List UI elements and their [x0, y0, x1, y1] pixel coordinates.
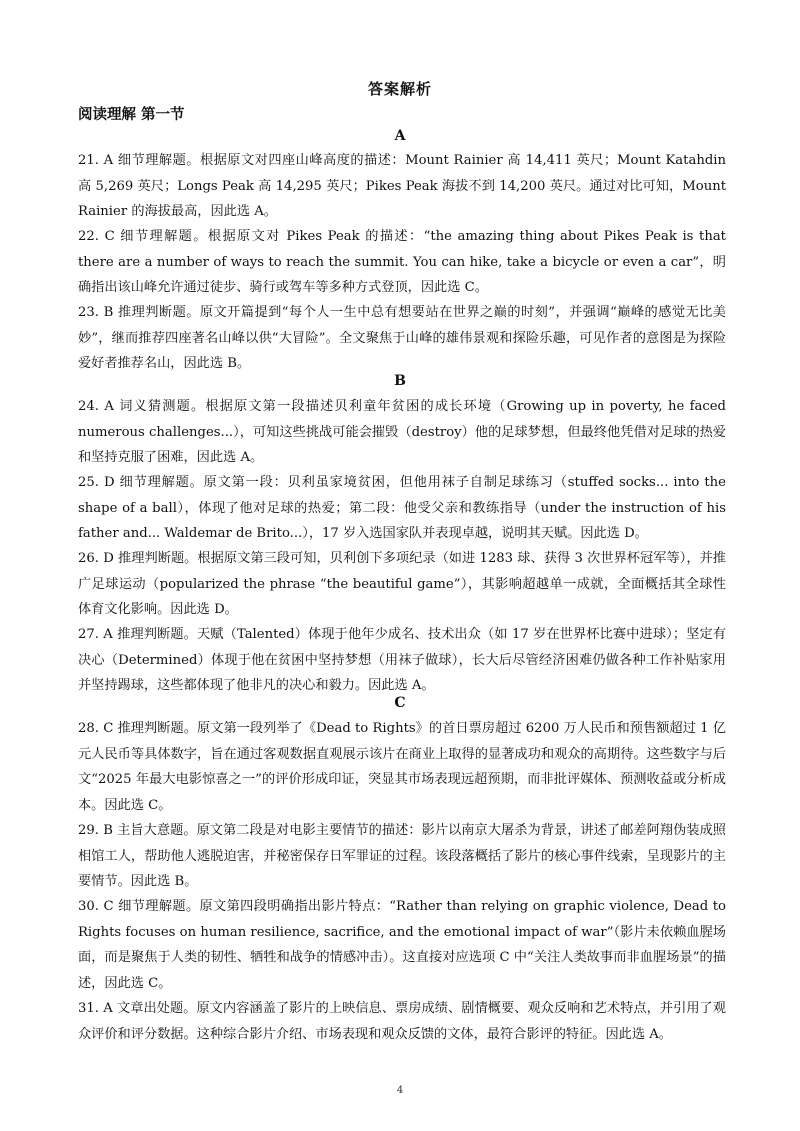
- answer-25: [78, 470, 726, 546]
- passage-heading-b: B: [394, 373, 406, 389]
- answer-29: [78, 818, 726, 894]
- answer-26: [78, 546, 726, 622]
- answer-text: 文章出处题。原文内容涵盖了影片的上映信息、票房成绩、剧情概要、观众反响和艺术特点，并引用了观众评价和评分数据。这种综合影片介绍、市场表现和观众反馈的文体，最符合影评的特征。因此选 A。: [78, 1001, 726, 1042]
- answer-text: 主旨大意题。原文第二段是对电影主要情节的描述：影片以南京大屠杀为背景，讲述了邮差阿翔伪装成照相馆工人，帮助他人逃脱迫害，并秘密保存日军罪证的过程。该段落概括了影片的核心事件线索，呈现影片的主要情节。因此选 B。: [78, 823, 726, 889]
- answer-number: 25. D: [78, 475, 115, 490]
- answer-30: [78, 894, 726, 996]
- answer-text: 推理判断题。天赋（Talented）体现于他年少成名、技术出众（如 17 岁在世界杯比赛中进球）；坚定有决心（Determined）体现于他在贫困中坚持梦想（用袜子做球），长大后尽管经济困难仍做各种工作补贴家用并坚持踢球，这些都体现了他非凡的决心和毅力。因此选 A。: [78, 627, 726, 693]
- answer-text: 细节理解题。根据原文对 Pikes Peak 的描述：“the amazing thing about Pikes Peak is that there are a number of ways to reach the summit. You can hike, take a bicycle or even a car”，明确指出该山峰允许通过徒步、骑行或驾车等多种方式登顶，因此选 C。: [78, 229, 726, 295]
- answer-21: [78, 148, 726, 224]
- answer-28: [78, 716, 726, 818]
- page-title: 答案解析: [367, 80, 432, 98]
- answer-number: 24. A: [78, 399, 114, 414]
- answer-number: 30. C: [78, 899, 114, 914]
- answer-text: 推理判断题。原文开篇提到“每个人一生中总有想要站在世界之巅的时刻”，并强调“巅峰的感觉无比美妙”，继而推荐四座著名山峰以供“大冒险”。全文聚焦于山峰的雄伟景观和探险乐趣，可见作者的意图是为探险爱好者推荐名山，因此选 B。: [78, 305, 726, 371]
- answer-number: 23. B: [78, 305, 114, 320]
- answer-22: [78, 224, 726, 300]
- passage-heading-c: C: [394, 695, 406, 711]
- answer-text: 细节理解题。原文第四段明确指出影片特点：“Rather than relying on graphic violence, Dead to Rights focuses on human resilience, sacrifice, and the emotional impact of war”（影片未依赖血腥场面，而是聚焦于人类的韧性、牺牲和战争的情感冲击）。这直接对应选项 C 中“关注人类故事而非血腥场景”的描述，因此选 C。: [78, 899, 726, 991]
- answer-number: 29. B: [78, 823, 113, 838]
- answer-number: 28. C: [78, 721, 114, 736]
- answer-number: 22. C: [78, 229, 115, 244]
- answer-text: 推理判断题。根据原文第三段可知，贝利创下多项纪录（如进 1283 球、获得 3 次世界杯冠军等），并推广足球运动（popularized the phrase “the beautiful game”），其影响超越单一成就，全面概括其全球性体育文化影响。因此选 D。: [78, 551, 726, 617]
- answer-27: [78, 622, 726, 698]
- answer-number: 27. A: [78, 627, 113, 642]
- answer-24: [78, 394, 726, 470]
- answer-number: 26. D: [78, 551, 114, 566]
- answer-text: 细节理解题。根据原文对四座山峰高度的描述：Mount Rainier 高 14,411 英尺；Mount Katahdin 高 5,269 英尺；Longs Peak 高 14,295 英尺；Pikes Peak 海拔不到 14,200 英尺。通过对比可知，Mount Rainier 的海拔最高，因此选 A。: [78, 153, 726, 219]
- answer-text: 词义猜测题。根据原文第一段描述贝利童年贫困的成长环境（Growing up in poverty, he faced numerous challenges...），可知这些挑战可能会摧毁（destroy）他的足球梦想，但最终他凭借对足球的热爱和坚持克服了困难，因此选 A。: [78, 399, 726, 465]
- section-title: 阅读理解 第一节: [78, 106, 185, 123]
- answer-text: 推理判断题。原文第一段列举了《Dead to Rights》的首日票房超过 6200 万人民币和预售额超过 1 亿元人民币等具体数字，旨在通过客观数据直观展示该片在商业上取得的显著成功和观众的高期待。这些数字与后文“2025 年最大电影惊喜之一”的评价形成印证，突显其市场表现远超预期，而非批评媒体、预测收益或分析成本。因此选 C。: [78, 721, 726, 813]
- answer-23: [78, 300, 726, 376]
- answer-text: 细节理解题。原文第一段：贝利虽家境贫困，但他用袜子自制足球练习（stuffed socks... into the shape of a ball），体现了他对足球的热爱；第二段：他受父亲和教练指导（under the instruction of his father and... Waldemar de Brito...），17 岁入选国家队并表现卓越，说明其天赋。因此选 D。: [78, 475, 726, 541]
- passage-heading-a: A: [394, 128, 406, 144]
- page-number: 4: [396, 1085, 404, 1096]
- answer-31: [78, 996, 726, 1073]
- answer-number: 21. A: [78, 153, 114, 168]
- answer-number: 31. A: [78, 1001, 113, 1016]
